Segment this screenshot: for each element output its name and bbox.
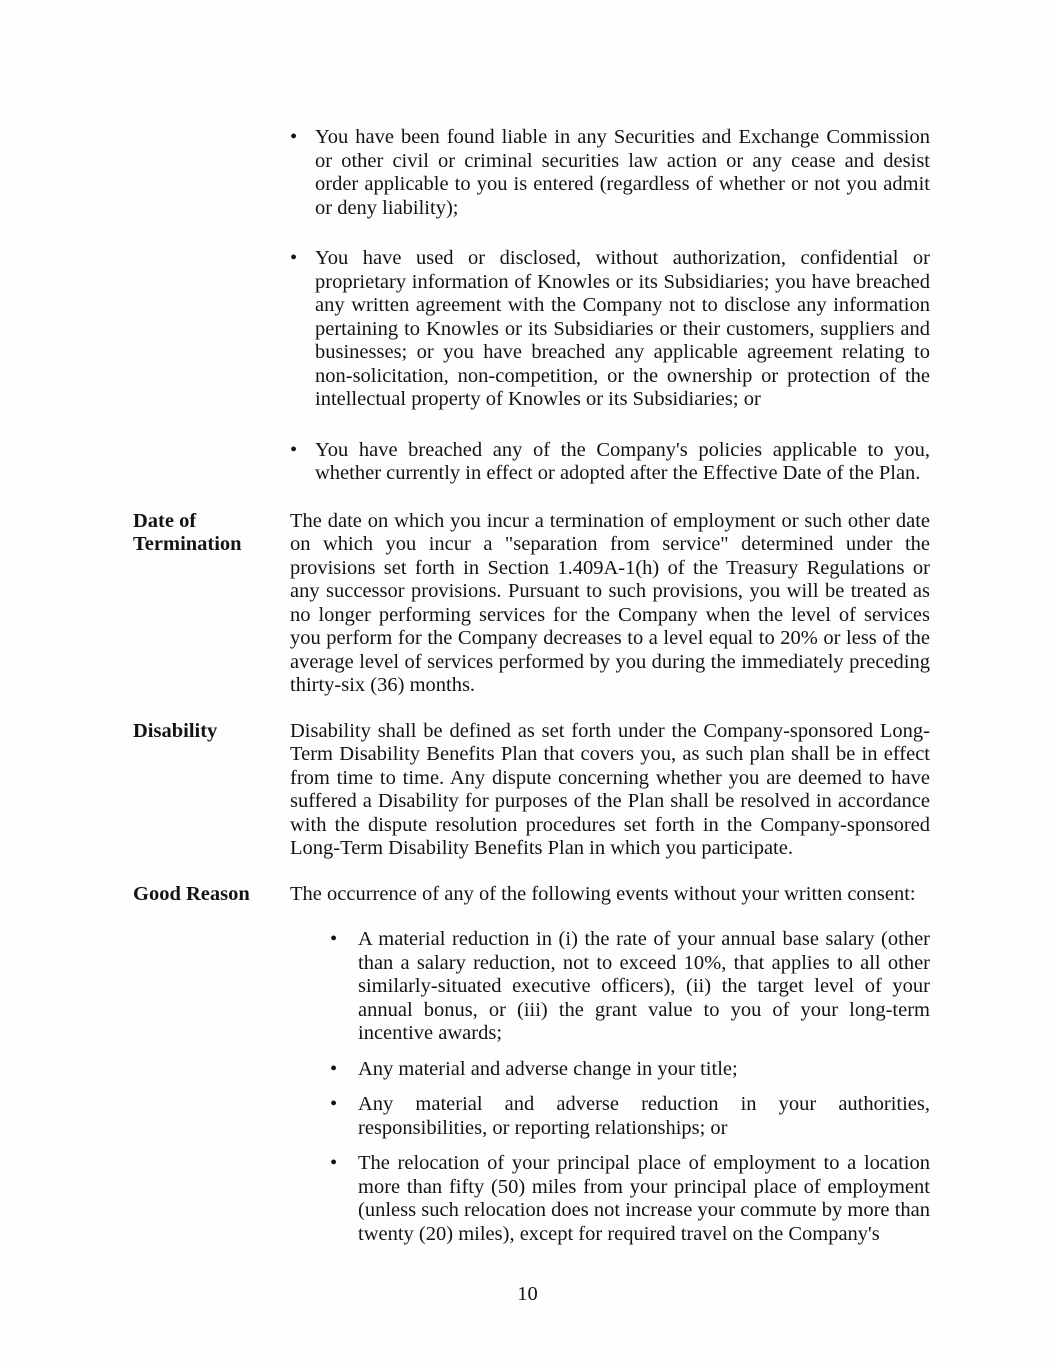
good-reason-bullet-list: [330, 928, 930, 1246]
list-item: [330, 1058, 930, 1082]
list-item-text: Any material and adverse reduction in your authorities, responsibilities, or reporting relationships; or: [358, 1093, 930, 1139]
definition-good-reason: [133, 883, 930, 1247]
list-item-text: You have been found liable in any Securities and Exchange Commission or other civil or criminal securities law action or any cease and desist order applicable to you is entered (regardless of whether or not you admit or deny liability);: [315, 126, 930, 219]
document-content: [133, 126, 930, 1268]
bullet-icon: •: [290, 126, 298, 148]
list-item: [290, 126, 930, 220]
list-item: [330, 1093, 930, 1140]
bullet-icon: •: [330, 1093, 338, 1115]
list-item-text: You have used or disclosed, without authorization, confidential or proprietary information of Knowles or its Subsidiaries; you have breached any written agreement with the Company not to disclose any information pertaining to Knowles or its Subsidiaries or their customers, suppliers and businesses; or you have breached any applicable agreement relating to non-solicitation, non-competition, or the ownership or protection of the intellectual property of Knowles or its Subsidiaries; or: [315, 247, 930, 410]
bullet-icon: •: [290, 438, 298, 461]
bullet-icon: •: [330, 928, 338, 950]
cause-bullet-list: [290, 126, 930, 486]
definition-date-of-termination: [133, 510, 930, 698]
list-item-text: A material reduction in (i) the rate of your annual base salary (other than a salary reduction, not to exceed 10%, that applies to all other similarly-situated executive officers), (ii) the target level of your annual bonus, or (iii) the grant value to you of your long-term incentive awards;: [358, 928, 930, 1044]
definition-body: Disability shall be defined as set forth under the Company-sponsored Long-Term Disability Benefits Plan that covers you, as such plan shall be in effect from time to time. Any dispute concerning whether you are deemed to have suffered a Disability for purposes of the Plan shall be resolved in accordance with the dispute resolution procedures set forth in the Company-sponsored Long-Term Disability Benefits Plan in which you participate.: [290, 719, 930, 859]
page-number: 10: [517, 1283, 538, 1305]
list-item: [330, 1152, 930, 1246]
list-item-text: You have breached any of the Company's policies applicable to you, whether currently in effect or adopted after the Effective Date of the Plan.: [315, 438, 930, 484]
bullet-icon: •: [330, 1152, 338, 1174]
definition-term: Good Reason: [133, 882, 250, 905]
definition-term: Disability: [133, 719, 218, 742]
list-item-text: Any material and adverse change in your title;: [358, 1057, 738, 1080]
definition-term: Date of Termination: [133, 509, 242, 555]
bullet-icon: •: [290, 247, 298, 269]
list-item-text: The relocation of your principal place of employment to a location more than fifty (50) miles from your principal place of employment (unless such relocation does not increase your commute by more than twenty (20) miles), except for required travel on the Company's: [358, 1152, 930, 1245]
list-item: [290, 247, 930, 412]
definition-body: The date on which you incur a termination of employment or such other date on which you incur a "separation from service" determined under the provisions set forth in Section 1.409A-1(h) of the Treasury Regulations or any successor provisions. Pursuant to such provisions, you will be treated as no longer performing services for the Company when the level of services you perform for the Company decreases to a level equal to 20% or less of the average level of services performed by you during the immediately preceding thirty-six (36) months.: [290, 509, 930, 696]
list-item: [290, 439, 930, 486]
definition-body: [290, 883, 930, 1247]
definition-disability: [133, 720, 930, 861]
bullet-icon: •: [330, 1057, 338, 1080]
definition-intro-text: The occurrence of any of the following events without your written consent:: [290, 882, 916, 905]
list-item: [330, 928, 930, 1046]
